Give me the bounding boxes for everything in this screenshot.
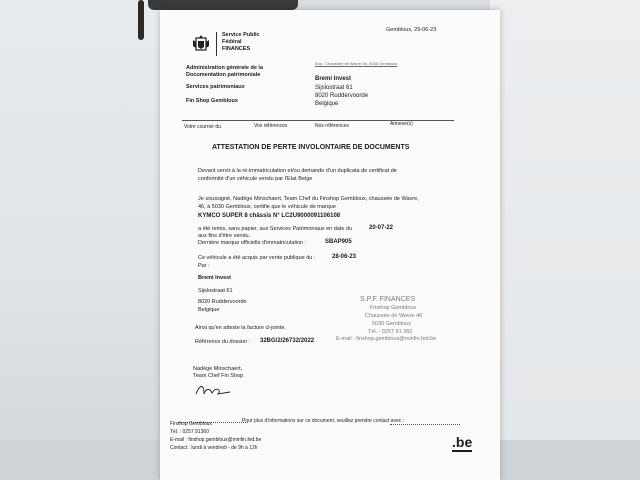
intro-line-2: conformité d'un véhicule vendu par l'Etat Belge	[198, 176, 313, 182]
footer-contact-1: Finshop Gembloux	[170, 421, 212, 427]
recipient-name: Bremi Invest	[315, 76, 352, 82]
recipient-city: 8020 Ruddervoorde	[315, 93, 369, 99]
document-sheet	[160, 10, 500, 480]
buyer-country: Belgique	[198, 307, 220, 313]
org-line-2: Fédéral	[222, 39, 242, 45]
dossier-value: 32BG/2/26732/2022	[260, 338, 315, 344]
return-address: Exp.: Chaussée de Wavre 46, 5030 Gembloux	[315, 61, 398, 66]
footer-note: Pour plus d'informations sur ce document, veuillez prendre contact avec :	[242, 418, 405, 424]
services-label: Services patrimoniaux	[186, 84, 245, 90]
ref-your-refs: Vos références	[254, 123, 288, 129]
logo-divider	[216, 32, 217, 56]
desk-background-left	[0, 0, 160, 480]
be-logo-underline	[452, 450, 472, 452]
buyer-street: Sijslostraat 61	[198, 288, 233, 294]
declarant-line-2: 46, à 5030 Gembloux, certifie que le véhicule de marque	[198, 204, 336, 210]
stamp-line-3: Chaussée de Wavre 46	[365, 313, 423, 319]
vehicle-line: KYMCO SUPER 8 châssis N° LC2U9000091106108	[198, 213, 341, 219]
plate-number: SBAP905	[325, 239, 352, 245]
footer-dots-right	[390, 424, 460, 425]
footer-contact-4: Contact : lundi à vendredi - de 9h à 12h	[170, 445, 258, 451]
shop-label: Fin Shop Gembloux	[186, 98, 238, 104]
signer-name: Nadège Minschaert,	[193, 366, 243, 372]
stamp-line-2: Finshop Gembloux	[370, 305, 417, 311]
intro-line-1: Devant servir à la ré-immatriculation et/ou demande d'un duplicata de certificat de	[198, 168, 397, 174]
footer-contact-3: E-mail : finshop.gembloux@minfin.fed.be	[170, 437, 262, 443]
footer-contact-2: Tél. : 0257 91360	[170, 429, 209, 435]
buyer-name: Bremi Invest	[198, 275, 232, 281]
aux-fins-text: aux fins d'être vendu.	[198, 233, 251, 239]
atteste-text: Ainsi qu'en atteste la facture ci-jointe.	[195, 325, 286, 331]
derniere-marque-text: Dernière marque officielle d'immatriculation :	[198, 240, 307, 246]
handwritten-signature	[194, 382, 234, 398]
stamp-line-4: 5030 Gembloux	[372, 321, 411, 327]
org-line-1: Service Public	[222, 32, 260, 38]
admin-line-1: Administration générale de la	[186, 65, 264, 71]
stamp-line-6: E-mail : finshop.gembloux@minfin.fed.be	[336, 336, 437, 342]
cable	[138, 0, 144, 40]
dossier-label: Référence du dossier :	[195, 339, 251, 345]
recipient-country: Belgique	[315, 101, 339, 107]
admin-line-2: Documentation patrimoniale	[186, 72, 261, 78]
stamp-line-5: Tél. : 0257 91 360	[368, 329, 413, 335]
clipboard-clip	[148, 0, 298, 10]
buyer-city: 8020 Ruddervoorde	[198, 299, 247, 305]
ref-our-refs: Nos références	[315, 123, 349, 129]
remis-text: a été remis, sans papier, aux Services Patrimoniaux en date du	[198, 226, 353, 232]
signer-title: Team Chef Fin Shop	[193, 373, 244, 379]
document-date: Gembloux, 29-06-23	[386, 27, 437, 33]
desk-background-right	[490, 0, 640, 480]
document-title: ATTESTATION DE PERTE INVOLONTAIRE DE DOCUMENTS	[212, 144, 410, 151]
reference-rule	[182, 120, 454, 121]
acquis-date: 28-06-23	[332, 254, 357, 260]
recipient-street: Sijslostraat 61	[315, 85, 353, 91]
ref-annexes: Annexe(s)	[390, 121, 413, 127]
org-line-3: FINANCES	[222, 46, 251, 52]
be-logo: .be	[452, 434, 473, 450]
par-label: Par :	[198, 263, 210, 269]
belgian-coat-of-arms-logo	[192, 34, 210, 54]
remis-date: 20-07-22	[369, 225, 394, 231]
stamp-line-1: S.P.F. FINANCES	[360, 296, 416, 303]
declarant-line-1: Je soussigné, Nadège Minschaert, Team Chef du Finshop Gembloux, chaussée de Wavre,	[198, 196, 419, 202]
acquis-text: Ce véhicule a été acquis par vente publique du :	[198, 255, 316, 261]
ref-your-letter: Votre courrier du	[184, 124, 221, 130]
